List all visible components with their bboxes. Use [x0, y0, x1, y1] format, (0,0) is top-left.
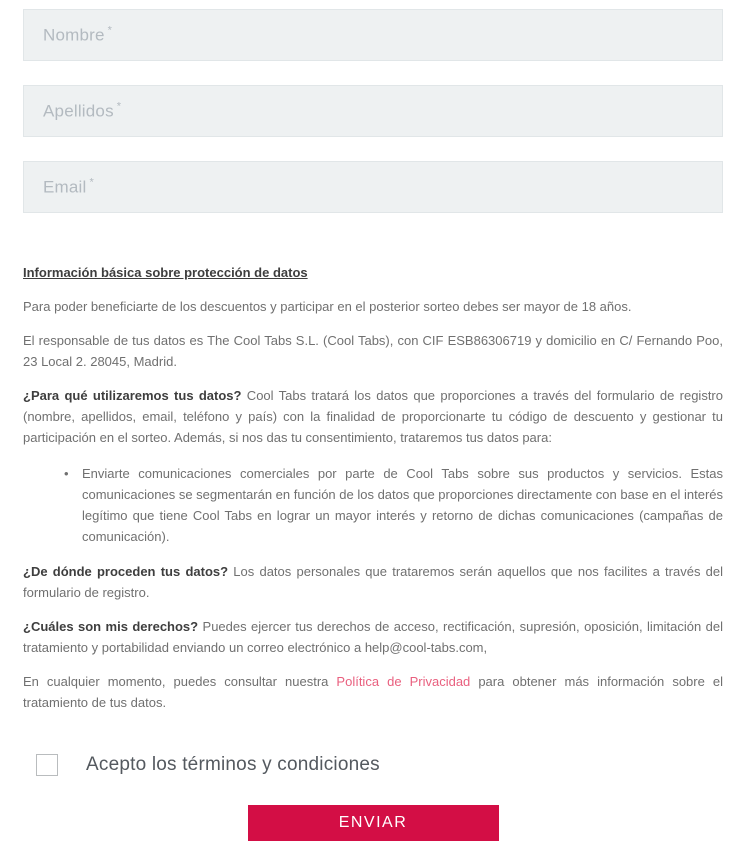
privacy-usage-paragraph: [23, 385, 723, 448]
privacy-age-paragraph: Para poder beneficiarte de los descuentos y participar en el posterior sorteo debes ser mayor de 18 años.: [23, 299, 632, 314]
email-field[interactable]: [23, 161, 723, 213]
required-asterisk: *: [116, 100, 122, 113]
privacy-policy-paragraph: [23, 671, 723, 713]
enviar-button[interactable]: ENVIAR: [248, 805, 499, 841]
privacy-bullet-communications: • Enviarte comunicaciones comerciales por parte de Cool Tabs sobre sus productos y servicios. Estas comunicaciones se segmentarán en función de los datos que proporciones directamente con base en el interés legítimo que tiene Cool Tabs en lograr un mayor interés y retorno de dichas comunicaciones (campañas de comunicación).: [82, 463, 723, 547]
apellidos-input[interactable]: [24, 86, 722, 136]
privacy-rights-question: ¿Cuáles son mis derechos?: [23, 619, 199, 634]
privacy-origin-question: ¿De dónde proceden tus datos?: [23, 564, 229, 579]
privacy-policy-link[interactable]: Política de Privacidad: [336, 674, 471, 689]
privacy-usage-text: Cool Tabs tratará los datos que proporciones a través del formulario de registro (nombre, apellidos, email, teléfono y país) con la finalidad de proporcionarte tu código de descuento y gestionar tu participación en el sorteo. Además, si nos das tu consentimiento, trataremos tus datos para:: [23, 388, 723, 445]
required-asterisk: *: [89, 176, 94, 189]
apellidos-field[interactable]: [23, 85, 723, 137]
terms-checkbox-label[interactable]: Acepto los términos y condiciones: [86, 754, 380, 775]
privacy-bullet-list: [23, 463, 723, 547]
privacy-origin-paragraph: [23, 561, 723, 603]
privacy-origin-text: Los datos personales que trataremos serán aquellos que nos facilites a través del formulario de registro.: [23, 564, 724, 600]
nombre-input[interactable]: [24, 10, 722, 60]
privacy-info-section: [23, 262, 723, 713]
privacy-heading: Información básica sobre protección de datos: [23, 265, 308, 280]
privacy-policy-post-text: para obtener más información sobre el tratamiento de tus datos.: [23, 674, 723, 710]
email-placeholder: Email *: [43, 176, 94, 197]
privacy-policy-pre-text: En cualquier momento, puedes consultar nuestra: [23, 674, 337, 689]
privacy-responsible-paragraph: El responsable de tus datos es The Cool Tabs S.L. (Cool Tabs), con CIF ESB86306719 y domicilio en C/ Fernando Poo, 23 Local 2. 28045, Madrid.: [23, 333, 723, 369]
apellidos-placeholder: Apellidos *: [43, 100, 122, 121]
submit-row: [23, 805, 723, 841]
required-asterisk: *: [107, 24, 113, 37]
privacy-rights-text: Puedes ejercer tus derechos de acceso, rectificación, supresión, oposición, limitación del tratamiento y portabilidad enviando un correo electrónico a help@cool-tabs.com,: [23, 619, 723, 655]
terms-row: [36, 754, 723, 776]
privacy-usage-question: ¿Para qué utilizaremos tus datos?: [23, 388, 242, 403]
privacy-rights-paragraph: [23, 616, 723, 658]
nombre-field[interactable]: [23, 9, 723, 61]
terms-checkbox[interactable]: [36, 754, 58, 776]
nombre-placeholder: Nombre *: [43, 24, 113, 45]
email-input[interactable]: [24, 162, 722, 212]
